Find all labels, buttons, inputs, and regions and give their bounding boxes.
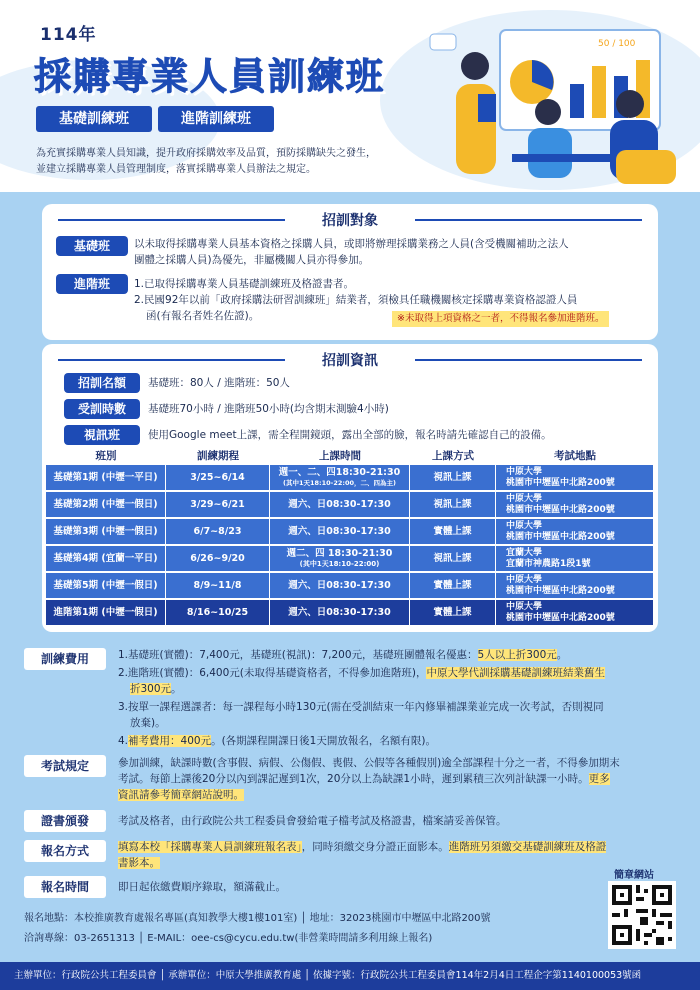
footer-bar: 主辦單位：行政院公共工程委員會 │ 承辦單位：中原大學推廣教育處 │ 依據字號：行政院公共工程委員會114年2月4日工程企字第1140100053號函 bbox=[0, 962, 700, 990]
tab-advanced: 進階訓練班 bbox=[158, 106, 274, 132]
fees-line-3b: 放棄)。 bbox=[130, 717, 166, 729]
time-main: 週二、四 18:30-21:30 bbox=[286, 547, 393, 559]
time-main: 週六、日08:30-17:30 bbox=[288, 607, 391, 618]
signup-time-label: 報名時間 bbox=[24, 876, 106, 898]
intro-line-1: 為充實採購專業人員知識，提升政府採購效率及品質，預防採購缺失之發生， bbox=[36, 148, 376, 159]
row-place bbox=[496, 465, 654, 490]
row-period: 3/29~6/21 bbox=[166, 492, 270, 517]
schedule-table bbox=[46, 446, 654, 627]
fees-text: 2.進階班(實體)：6,400元(未取得基礎資格者，不得參加進階班)， bbox=[118, 667, 427, 679]
exam-line-2 bbox=[118, 771, 610, 787]
info-section-title: 招訓資訊 bbox=[285, 350, 415, 370]
place-name: 中原大學 bbox=[506, 466, 543, 477]
place-name: 中原大學 bbox=[506, 574, 543, 585]
hours-text: 基礎班70小時 / 進階班50小時(均含期末測驗4小時) bbox=[148, 403, 389, 415]
place-address: 桃園市中壢區中北路200號 bbox=[506, 585, 615, 596]
row-time bbox=[270, 519, 410, 544]
hours-label: 受訓時數 bbox=[64, 399, 140, 419]
fees-highlight: 5人以上折300元 bbox=[477, 649, 557, 661]
exam-label: 考試規定 bbox=[24, 755, 106, 777]
row-time bbox=[270, 573, 410, 598]
exam-highlight: 資訊請參考簡章網站說明。 bbox=[118, 789, 244, 801]
row-place bbox=[496, 573, 654, 598]
time-sub: (其中1天18:10-22:00，二、四為主) bbox=[282, 478, 397, 487]
tab-basic: 基礎訓練班 bbox=[36, 106, 152, 132]
advanced-target-line-3: 函(有報名者姓名佐證)。 bbox=[146, 310, 260, 322]
signup-label: 報名方式 bbox=[24, 840, 106, 862]
signup-line-1 bbox=[118, 839, 606, 855]
row-time bbox=[270, 546, 410, 571]
row-place bbox=[496, 546, 654, 571]
advanced-class-label: 進階班 bbox=[56, 274, 128, 294]
fees-line-1 bbox=[118, 647, 567, 663]
cert-label: 證書頒發 bbox=[24, 810, 106, 832]
row-mode: 視訊上課 bbox=[410, 546, 496, 571]
row-class: 進階第1期 (中壢一假日) bbox=[46, 600, 166, 625]
year-label: 114年 bbox=[40, 25, 97, 45]
signup-highlight: 進階班另須繳交基礎訓練班及格證 bbox=[448, 841, 607, 853]
row-period: 6/7~8/23 bbox=[166, 519, 270, 544]
row-place bbox=[496, 492, 654, 517]
fees-text: 4. bbox=[118, 735, 129, 747]
place-name: 中原大學 bbox=[506, 520, 543, 531]
header-period: 訓練期程 bbox=[197, 450, 239, 462]
page-title: 採購專業人員訓練班 bbox=[34, 55, 385, 98]
time-main: 週一、二、四18:30-21:30 bbox=[278, 466, 401, 478]
exam-line-1: 參加訓練，缺課時數(含事假、病假、公傷假、喪假、公假等各種假別)逾全部課程十分之一者，不得參加期末 bbox=[118, 757, 620, 769]
table-row bbox=[46, 465, 654, 490]
chart-label: 50 / 100 bbox=[598, 39, 636, 49]
row-class: 基礎第4期 (宜蘭一平日) bbox=[46, 546, 166, 571]
fees-text: 1.基礎班(實體)：7,400元，基礎班(視訊)：7,200元，基礎班團體報名優惠： bbox=[118, 649, 478, 661]
signup-line-2 bbox=[118, 855, 160, 871]
fees-label: 訓練費用 bbox=[24, 648, 106, 670]
place-address: 桃園市中壢區中北路200號 bbox=[506, 531, 615, 542]
place-address: 桃園市中壢區中北路200號 bbox=[506, 612, 615, 623]
exam-text: 考試。每節上課後20分以內到課記遲到1次，20分以上為缺課1小時，遲到累積三次列計缺課一小時。 bbox=[118, 773, 589, 785]
row-mode: 實體上課 bbox=[410, 600, 496, 625]
row-mode: 視訊上課 bbox=[410, 492, 496, 517]
time-main: 週六、日08:30-17:30 bbox=[288, 580, 391, 591]
table-row bbox=[46, 573, 654, 598]
row-period: 6/26~9/20 bbox=[166, 546, 270, 571]
place-address: 宜蘭市神農路1段1號 bbox=[506, 558, 591, 569]
table-row bbox=[46, 546, 654, 571]
quota-text: 基礎班：80人 / 進階班：50人 bbox=[148, 377, 290, 389]
row-period: 8/9~11/8 bbox=[166, 573, 270, 598]
fees-text: 。(各期課程開課日後1天開放報名，名額有限)。 bbox=[211, 735, 436, 747]
basic-target-line-1: 以未取得採購專業人員基本資格之採購人員，或即將辦理採購業務之人員(含受機關補助之法人 bbox=[134, 238, 569, 250]
video-class-text: 使用Google meet上課，需全程開鏡頭，露出全部的臉，報名時請先確認自己的設備。 bbox=[148, 429, 552, 441]
signup-text: ，同時須繳交身分證正面影本。 bbox=[301, 841, 449, 853]
target-section-title: 招訓對象 bbox=[285, 210, 415, 230]
basic-class-label: 基礎班 bbox=[56, 236, 128, 256]
row-period: 8/16~10/25 bbox=[166, 600, 270, 625]
row-class: 基礎第3期 (中壢一假日) bbox=[46, 519, 166, 544]
row-class: 基礎第1期 (中壢一平日) bbox=[46, 465, 166, 490]
fees-text: 。 bbox=[556, 649, 568, 661]
table-row bbox=[46, 519, 654, 544]
row-mode: 實體上課 bbox=[410, 519, 496, 544]
row-class: 基礎第2期 (中壢一假日) bbox=[46, 492, 166, 517]
advanced-target-line-2: 2.民國92年以前「政府採購法研習訓練班」結業者，須檢具任職機關核定採購專業資格認證人員 bbox=[134, 294, 578, 306]
contact-line-2: 洽詢專線：03-2651313 │ E-MAIL：oee-cs@cycu.edu.tw(非營業時間請多利用線上報名) bbox=[24, 933, 433, 944]
table-row bbox=[46, 492, 654, 517]
fees-line-3: 3.按單一課程選課者：每一課程每小時130元(需在受訓結束一年內修畢補課業並完成一次考試，否則視同 bbox=[118, 701, 604, 713]
office-illustration bbox=[420, 24, 700, 194]
signup-highlight: 書影本。 bbox=[118, 857, 160, 869]
fees-highlight: 折300元 bbox=[130, 683, 172, 695]
fees-text: 。 bbox=[171, 683, 182, 695]
header-mode: 上課方式 bbox=[432, 450, 474, 462]
header-time: 上課時間 bbox=[319, 450, 361, 462]
row-period: 3/25~6/14 bbox=[166, 465, 270, 490]
contact-line-1: 報名地點：本校推廣教育處報名專區(真知教學大樓1樓101室) │ 地址：32023桃園市中壢區中北路200號 bbox=[24, 913, 491, 924]
row-time bbox=[270, 492, 410, 517]
time-sub: (其中1天18:10-22:00) bbox=[299, 559, 380, 568]
basic-target-line-2: 團體之採購人員)為優先，非屬機關人員亦得參加。 bbox=[134, 254, 370, 266]
fees-line-2 bbox=[118, 665, 605, 681]
signup-time-text: 即日起依繳費順序錄取，額滿截止。 bbox=[118, 881, 286, 893]
row-place bbox=[496, 519, 654, 544]
signup-highlight: 填寫本校「採購專業人員訓練班報名表」 bbox=[118, 841, 302, 853]
row-time bbox=[270, 465, 410, 490]
row-class: 基礎第5期 (中壢一假日) bbox=[46, 573, 166, 598]
place-address: 桃園市中壢區中北路200號 bbox=[506, 504, 615, 515]
time-main: 週六、日08:30-17:30 bbox=[288, 499, 391, 510]
place-name: 中原大學 bbox=[506, 493, 543, 504]
exam-highlight: 更多 bbox=[588, 773, 610, 785]
qr-label: 簡章網站 bbox=[614, 870, 654, 881]
row-mode: 實體上課 bbox=[410, 573, 496, 598]
row-mode: 視訊上課 bbox=[410, 465, 496, 490]
fees-highlight: 中原大學代訓採購基礎訓練班結業舊生 bbox=[426, 667, 605, 679]
place-name: 中原大學 bbox=[506, 601, 543, 612]
header-class: 班別 bbox=[95, 450, 117, 462]
table-row bbox=[46, 600, 654, 625]
fees-line-4 bbox=[118, 733, 436, 749]
quota-label: 招訓名額 bbox=[64, 373, 140, 393]
advanced-note: ※未取得上項資格之一者，不得報名參加進階班。 bbox=[392, 311, 609, 327]
row-time bbox=[270, 600, 410, 625]
qr-code-icon[interactable] bbox=[608, 881, 676, 949]
fees-highlight: 補考費用：400元 bbox=[128, 735, 212, 747]
place-address: 桃園市中壢區中北路200號 bbox=[506, 477, 615, 488]
exam-line-3 bbox=[118, 787, 244, 803]
row-place bbox=[496, 600, 654, 625]
intro-line-2: 並建立採購專業人員管理制度，落實採購專業人員辦法之規定。 bbox=[36, 164, 316, 175]
cert-text: 考試及格者，由行政院公共工程委員會發給電子檔考試及格證書，檔案請妥善保管。 bbox=[118, 815, 507, 827]
time-main: 週六、日08:30-17:30 bbox=[288, 526, 391, 537]
video-class-label: 視訊班 bbox=[64, 425, 140, 445]
advanced-target-line-1: 1.已取得採購專業人員基礎訓練班及格證書者。 bbox=[134, 278, 355, 290]
fees-line-2b bbox=[130, 681, 182, 697]
header-place: 考試地點 bbox=[554, 450, 596, 462]
place-name: 宜蘭大學 bbox=[506, 547, 543, 558]
table-header-row bbox=[46, 448, 654, 463]
